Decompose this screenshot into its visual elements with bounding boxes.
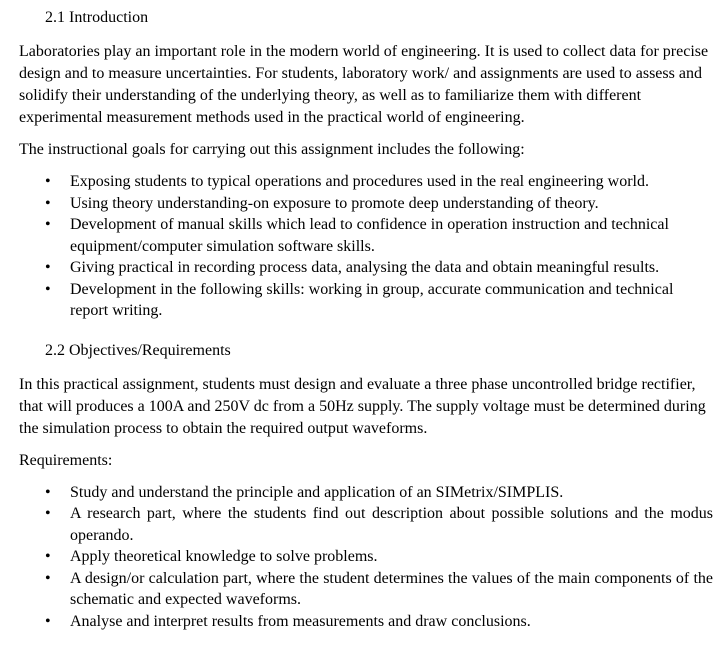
requirements-list	[19, 482, 713, 633]
goals-intro-paragraph: The instructional goals for carrying out this assignment includes the following:	[19, 141, 525, 158]
list-item: • Using theory understanding-on exposure to promote deep understanding of theory.	[19, 193, 713, 215]
objectives-paragraph: In this practical assignment, students must design and evaluate a three phase uncontrolled bridge rectifier, that will produces a 100A and 250V dc from a 50Hz supply. The supply voltage must be determined during the simulation process to obtain the required output waveforms.	[19, 375, 706, 437]
list-item: • Analyse and interpret results from measurements and draw conclusions.	[19, 611, 713, 633]
document-page	[19, 7, 713, 632]
list-item: • Apply theoretical knowledge to solve problems.	[19, 546, 713, 568]
list-item: • Exposing students to typical operations and procedures used in the real engineering world.	[19, 171, 713, 193]
list-item: • A design/or calculation part, where the student determines the values of the main components of the schematic and expected waveforms.	[19, 568, 713, 611]
goals-list	[19, 171, 713, 322]
intro-paragraph: Laboratories play an important role in the modern world of engineering. It is used to collect data for precise design and to measure uncertainties. For students, laboratory work/ and assignments are used to assess and solidify their understanding of the underlying theory, as well as to familiarize them with different experimental measurement methods used in the practical world of engineering.	[19, 43, 709, 126]
section-heading-objectives: 2.2 Objectives/Requirements	[45, 341, 231, 359]
list-item: • Development in the following skills: working in group, accurate communication and technical report writing.	[19, 279, 713, 322]
list-item: • A research part, where the students find out description about possible solutions and the modus operando.	[19, 503, 713, 546]
list-item: • Development of manual skills which lead to confidence in operation instruction and technical equipment/computer simulation software skills.	[19, 214, 713, 257]
list-item: • Study and understand the principle and application of an SIMetrix/SIMPLIS.	[19, 482, 713, 504]
requirements-label: Requirements:	[19, 451, 113, 469]
section-heading-introduction: 2.1 Introduction	[45, 9, 149, 26]
list-item: • Giving practical in recording process data, analysing the data and obtain meaningful results.	[19, 257, 713, 279]
